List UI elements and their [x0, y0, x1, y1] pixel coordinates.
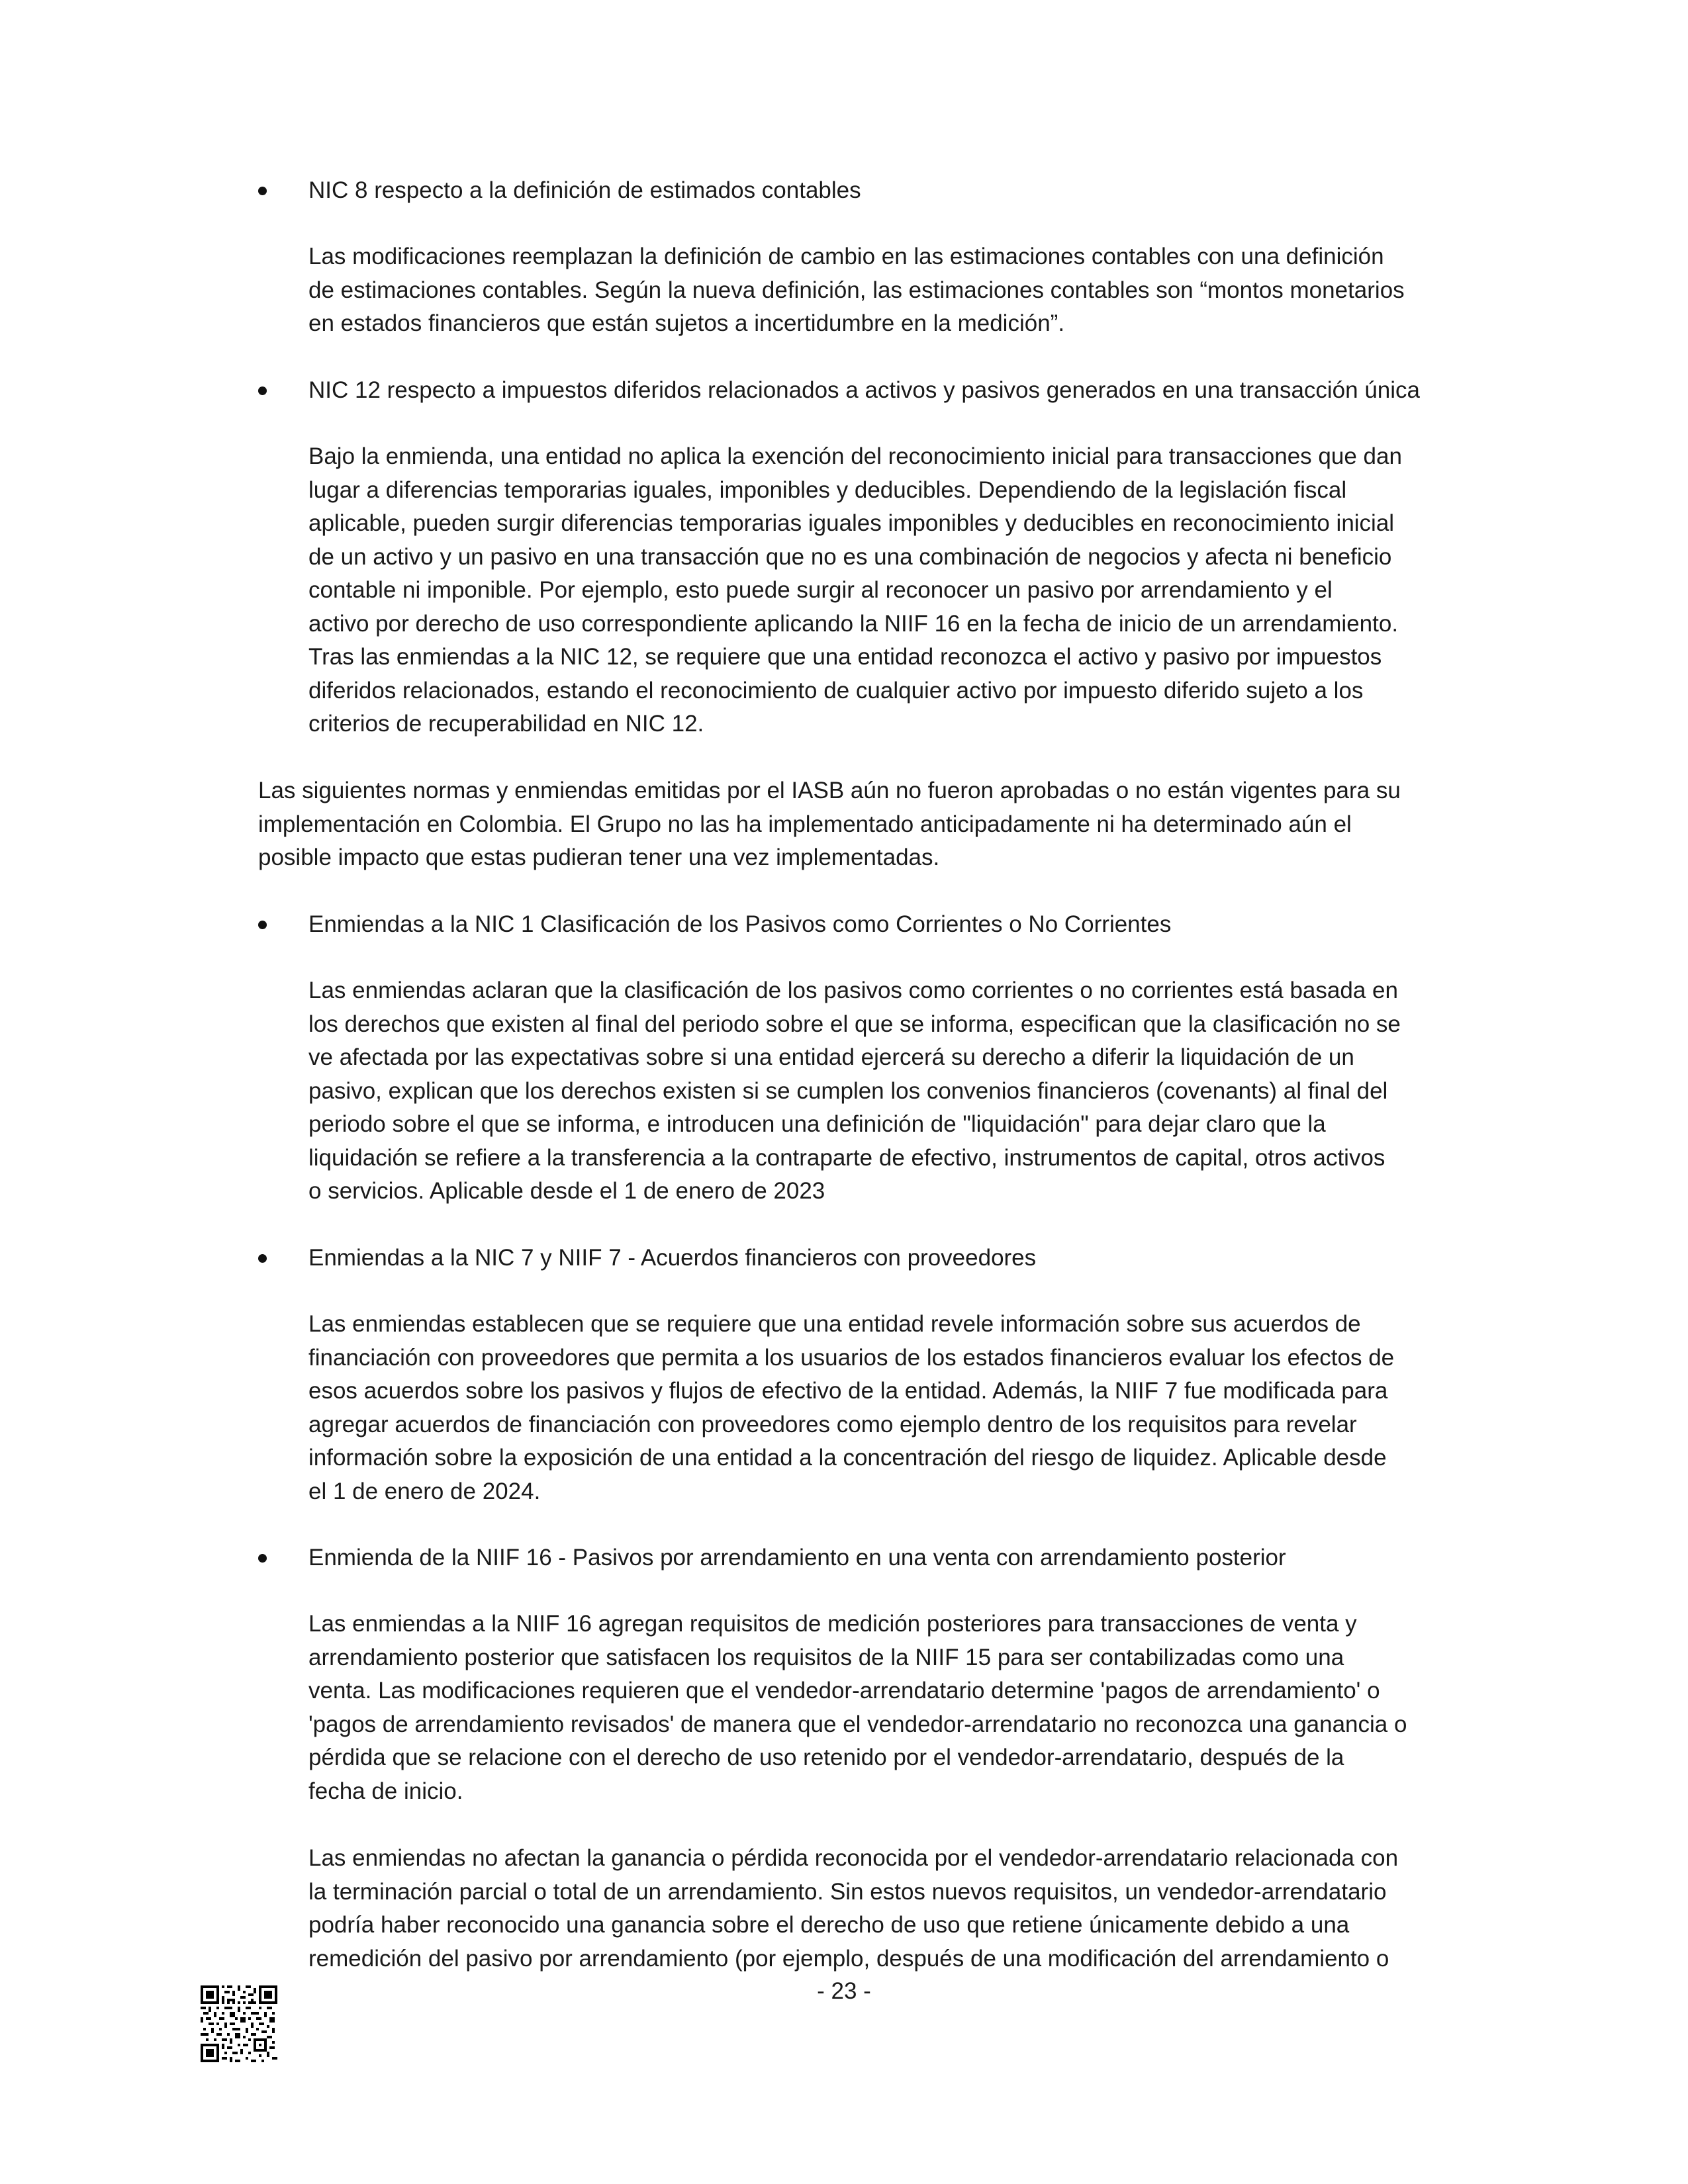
paragraph-nic1	[308, 974, 1500, 1208]
qr-code-icon	[201, 1985, 277, 2062]
page-number: - 23 -	[817, 1978, 871, 2004]
text-line: diferidos relacionados, estando el reconocimiento de cualquier activo por impuesto diferido sujeto a los	[308, 677, 1364, 704]
text-line: Tras las enmiendas a la NIC 12, se requiere que una entidad reconozca el activo y pasivo por impuestos	[308, 644, 1382, 670]
bullet-heading: NIC 12 respecto a impuestos diferidos relacionados a activos y pasivos generados en una transacción única	[308, 377, 1421, 403]
bullet-icon	[258, 921, 267, 929]
text-line: lugar a diferencias temporarias iguales, imponibles y deducibles. Dependiendo de la legislación fiscal	[308, 477, 1347, 503]
paragraph-niif16-1	[308, 1608, 1500, 1808]
text-line: pérdida que se relacione con el derecho de uso retenido por el vendedor-arrendatario, después de la	[308, 1745, 1344, 1770]
text-line: la terminación parcial o total de un arrendamiento. Sin estos nuevos requisitos, un vendedor-arrendatario	[308, 1878, 1387, 1905]
paragraph-niif16-2	[308, 1842, 1500, 1976]
text-line: Las enmiendas a la NIIF 16 agregan requisitos de medición posteriores para transacciones de venta y	[308, 1611, 1357, 1637]
text-line: los derechos que existen al final del periodo sobre el que se informa, especifican que la clasificación no se	[308, 1011, 1401, 1037]
paragraph-nic7-niif7	[308, 1308, 1500, 1508]
bullet-icon	[258, 187, 267, 195]
text-line: esos acuerdos sobre los pasivos y flujos de efectivo de la entidad. Además, la NIIF 7 fue modificada para	[308, 1378, 1388, 1404]
text-line: pasivo, explican que los derechos existen si se cumplen los convenios financieros (covenants) al final del	[308, 1077, 1388, 1104]
text-line: Las modificaciones reemplazan la definición de cambio en las estimaciones contables con una definición	[308, 244, 1384, 269]
text-line: arrendamiento posterior que satisfacen los requisitos de la NIIF 15 para ser contabilizadas como una	[308, 1644, 1344, 1670]
text-line: posible impacto que estas pudieran tener una vez implementadas.	[258, 844, 940, 870]
bullet-icon	[258, 1554, 267, 1563]
bullet-heading: Enmienda de la NIIF 16 - Pasivos por arrendamiento en una venta con arrendamiento posterior	[308, 1545, 1286, 1570]
text-line: criterios de recuperabilidad en NIC 12.	[308, 711, 704, 737]
text-line: o servicios. Aplicable desde el 1 de enero de 2023	[308, 1178, 825, 1204]
text-line: remedición del pasivo por arrendamiento (por ejemplo, después de una modificación del arrendamiento o	[308, 1945, 1389, 1972]
text-line: liquidación se refiere a la transferencia a la contraparte de efectivo, instrumentos de capital, otros activos	[308, 1144, 1385, 1171]
text-line: implementación en Colombia. El Grupo no las ha implementado anticipadamente ni ha determinado aún el	[258, 811, 1352, 837]
text-line: financiación con proveedores que permita a los usuarios de los estados financieros evaluar los efectos de	[308, 1344, 1395, 1371]
paragraph-nic8	[308, 240, 1500, 341]
text-line: información sobre la exposición de una entidad a la concentración del riesgo de liquidez. Aplicable desde	[308, 1445, 1387, 1471]
bullet-heading: Enmiendas a la NIC 1 Clasificación de los Pasivos como Corrientes o No Corrientes	[308, 911, 1172, 937]
bullet-icon	[258, 387, 267, 395]
bullet-icon	[258, 1254, 267, 1263]
text-line: agregar acuerdos de financiación con proveedores como ejemplo dentro de los requisitos para revelar	[308, 1411, 1357, 1437]
text-line: Las enmiendas no afectan la ganancia o pérdida reconocida por el vendedor-arrendatario relacionada con	[308, 1845, 1399, 1871]
text-line: ve afectada por las expectativas sobre si una entidad ejercerá su derecho a diferir la liquidación de un	[308, 1044, 1354, 1070]
bullet-heading: NIC 8 respecto a la definición de estimados contables	[308, 177, 861, 203]
text-line: Bajo la enmienda, una entidad no aplica la exención del reconocimiento inicial para transacciones que dan	[308, 443, 1402, 469]
text-line: el 1 de enero de 2024.	[308, 1478, 541, 1504]
text-line: Las siguientes normas y enmiendas emitidas por el IASB aún no fueron aprobadas o no están vigentes para su	[258, 778, 1401, 803]
text-line: podría haber reconocido una ganancia sobre el derecho de uso que retiene únicamente debido a una	[308, 1912, 1350, 1938]
text-line: activo por derecho de uso correspondiente aplicando la NIIF 16 en la fecha de inicio de un arrendamiento.	[308, 610, 1399, 637]
text-line: de estimaciones contables. Según la nueva definición, las estimaciones contables son “montos monetarios	[308, 277, 1405, 303]
text-line: Las enmiendas aclaran que la clasificación de los pasivos como corrientes o no corrientes está basada en	[308, 978, 1398, 1003]
text-line: 'pagos de arrendamiento revisados' de manera que el vendedor-arrendatario no reconozca una ganancia o	[308, 1711, 1407, 1737]
paragraph-nic12	[308, 440, 1500, 741]
text-line: fecha de inicio.	[308, 1778, 463, 1804]
text-line: Las enmiendas establecen que se requiere que una entidad revele información sobre sus acuerdos de	[308, 1311, 1361, 1337]
paragraph-intro	[258, 774, 1503, 875]
text-line: de un activo y un pasivo en una transacción que no es una combinación de negocios y afecta ni beneficio	[308, 543, 1392, 570]
bullet-heading: Enmiendas a la NIC 7 y NIIF 7 - Acuerdos financieros con proveedores	[308, 1245, 1037, 1271]
text-line: contable ni imponible. Por ejemplo, esto puede surgir al reconocer un pasivo por arrendamiento y el	[308, 577, 1333, 603]
text-line: periodo sobre el que se informa, e introducen una definición de "liquidación" para dejar claro que la	[308, 1111, 1326, 1137]
text-line: en estados financieros que están sujetos a incertidumbre en la medición”.	[308, 310, 1065, 336]
text-line: venta. Las modificaciones requieren que el vendedor-arrendatario determine 'pagos de arrendamiento' o	[308, 1678, 1380, 1704]
text-line: aplicable, pueden surgir diferencias temporarias iguales imponibles y deducibles en reconocimiento inicial	[308, 510, 1395, 536]
